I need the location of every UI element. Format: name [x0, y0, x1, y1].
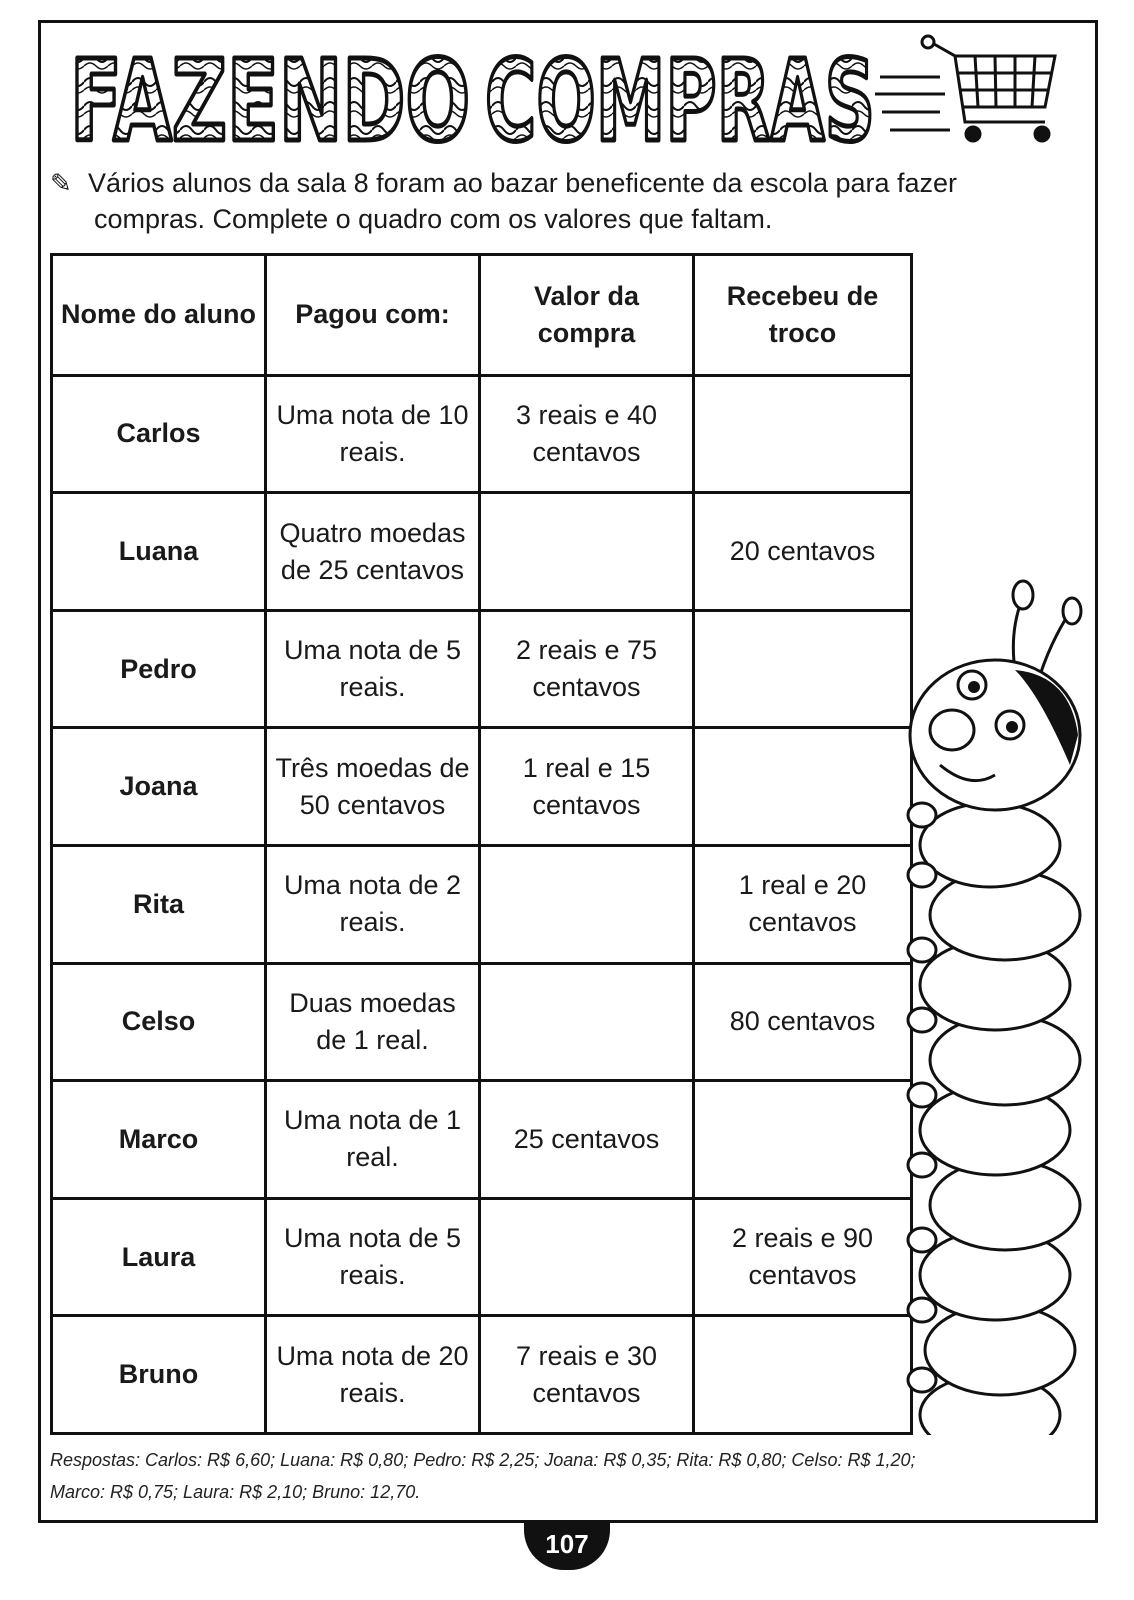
answer-line-1: Respostas: Carlos: R$ 6,60; Luana: R$ 0,80; Pedro: R$ 2,25; Joana: R$ 0,35; Rita: R$ 0,80; Celso: R$ 1,20;	[50, 1450, 916, 1470]
caterpillar-illustration	[900, 575, 1100, 1435]
cell-change-blank[interactable]	[694, 1316, 912, 1434]
cell-value: 1 real e 15 centavos	[480, 728, 694, 846]
pencil-icon: ✎	[50, 168, 72, 198]
title-word-fazendo: FAZENDO	[70, 37, 470, 167]
page-number: 107	[524, 1520, 610, 1570]
cell-paid: Uma nota de 10 reais.	[266, 375, 480, 493]
header-purchase-value: Valor da compra	[480, 255, 694, 376]
cell-paid: Uma nota de 5 reais.	[266, 610, 480, 728]
shopping-cart-icon	[922, 36, 1055, 141]
table-row	[52, 1316, 912, 1434]
instruction	[50, 165, 1100, 237]
cell-value-blank[interactable]	[480, 1198, 694, 1316]
cell-name: Joana	[52, 728, 266, 846]
cell-paid: Uma nota de 5 reais.	[266, 1198, 480, 1316]
cell-paid: Uma nota de 2 reais.	[266, 846, 480, 964]
cell-name: Carlos	[52, 375, 266, 493]
header-student-name: Nome do aluno	[52, 255, 266, 376]
cell-paid: Duas moedas de 1 real.	[266, 963, 480, 1081]
cell-value: 7 reais e 30 centavos	[480, 1316, 694, 1434]
title-banner	[60, 22, 1070, 172]
table-row	[52, 375, 912, 493]
cell-value-blank[interactable]	[480, 963, 694, 1081]
cell-name: Marco	[52, 1081, 266, 1199]
speed-lines	[875, 77, 950, 130]
cell-paid: Uma nota de 20 reais.	[266, 1316, 480, 1434]
table-row	[52, 728, 912, 846]
cell-name: Luana	[52, 493, 266, 611]
instruction-line-2: compras. Complete o quadro com os valores que faltam.	[94, 204, 773, 234]
cell-change-blank[interactable]	[694, 728, 912, 846]
answer-line-2: Marco: R$ 0,75; Laura: R$ 2,10; Bruno: 12,70.	[50, 1482, 421, 1502]
cell-name: Pedro	[52, 610, 266, 728]
header-change-received: Recebeu de troco	[694, 255, 912, 376]
table-row	[52, 1081, 912, 1199]
cell-value: 3 reais e 40 centavos	[480, 375, 694, 493]
table-row	[52, 963, 912, 1081]
cell-paid: Quatro moedas de 25 centavos	[266, 493, 480, 611]
header-paid-with: Pagou com:	[266, 255, 480, 376]
cell-change: 2 reais e 90 centavos	[694, 1198, 912, 1316]
cell-name: Bruno	[52, 1316, 266, 1434]
cell-change: 20 centavos	[694, 493, 912, 611]
table-row	[52, 1198, 912, 1316]
cell-change: 1 real e 20 centavos	[694, 846, 912, 964]
cell-change: 80 centavos	[694, 963, 912, 1081]
cell-value: 2 reais e 75 centavos	[480, 610, 694, 728]
cell-change-blank[interactable]	[694, 375, 912, 493]
table-row	[52, 493, 912, 611]
cell-value-blank[interactable]	[480, 493, 694, 611]
cell-change-blank[interactable]	[694, 610, 912, 728]
answer-key	[50, 1444, 1090, 1508]
cell-paid: Uma nota de 1 real.	[266, 1081, 480, 1199]
table-header-row	[52, 255, 912, 376]
cell-name: Rita	[52, 846, 266, 964]
title-word-compras: COMPRAS	[485, 37, 875, 167]
cell-value: 25 centavos	[480, 1081, 694, 1199]
cell-name: Laura	[52, 1198, 266, 1316]
table-row	[52, 610, 912, 728]
instruction-line-1: Vários alunos da sala 8 foram ao bazar beneficente da escola para fazer	[88, 168, 958, 198]
cell-change-blank[interactable]	[694, 1081, 912, 1199]
cell-paid: Três moedas de 50 centavos	[266, 728, 480, 846]
cell-name: Celso	[52, 963, 266, 1081]
table-row	[52, 846, 912, 964]
cell-value-blank[interactable]	[480, 846, 694, 964]
shopping-table	[50, 253, 913, 1435]
